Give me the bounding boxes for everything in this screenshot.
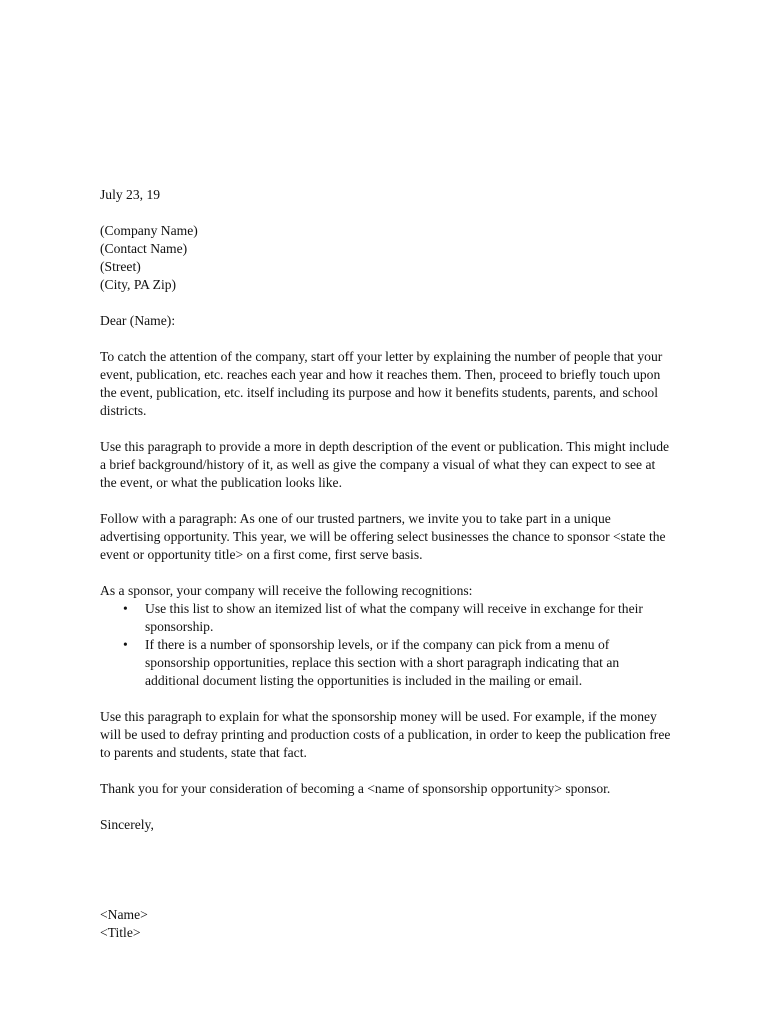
recipient-company: (Company Name) <box>100 223 198 238</box>
sponsorship-letter <box>100 186 672 942</box>
recipient-contact: (Contact Name) <box>100 241 188 256</box>
bullet-icon: • <box>123 637 128 652</box>
money-paragraph: Use this paragraph to explain for what the sponsorship money will be used. For example, if the money will be used to defray printing and production costs of a publication, in order to keep the publication free to parents and students, state that fact. <box>100 709 671 760</box>
description-paragraph: Use this paragraph to provide a more in depth description of the event or publication. This might include a brief background/history of it, as well as give the company a visual of what they can expect to see at the event, or what the publication looks like. <box>100 439 670 490</box>
list-item <box>100 600 672 636</box>
signer-name: <Name> <box>100 907 148 922</box>
bullet-icon: • <box>123 601 128 616</box>
list-item-text: Use this list to show an itemized list of what the company will receive in exchange for their sponsorship. <box>145 601 643 634</box>
list-item <box>100 636 672 690</box>
list-item-text: If there is a number of sponsorship levels, or if the company can pick from a menu of sponsorship opportunities, replace this section with a short paragraph indicating that an additional document listing the opportunities is included in the mailing or email. <box>145 637 620 688</box>
invitation-paragraph: Follow with a paragraph: As one of our trusted partners, we invite you to take part in a unique advertising opportunity. This year, we will be offering select businesses the chance to sponsor <state the event or opportunity title> on a first come, first serve basis. <box>100 511 666 562</box>
letter-date: July 23, 19 <box>100 187 161 202</box>
closing: Sincerely, <box>100 817 154 832</box>
recognitions-intro: As a sponsor, your company will receive the following recognitions: <box>100 583 473 598</box>
thanks-paragraph: Thank you for your consideration of becoming a <name of sponsorship opportunity> sponsor. <box>100 781 611 796</box>
signer-title: <Title> <box>100 925 141 940</box>
recognitions-section <box>100 582 672 690</box>
recipient-street: (Street) <box>100 259 141 274</box>
signature-space <box>100 852 672 906</box>
recognitions-list <box>100 600 672 690</box>
salutation: Dear (Name): <box>100 313 176 328</box>
intro-paragraph: To catch the attention of the company, start off your letter by explaining the number of people that your event, publication, etc. reaches each year and how it reaches them. Then, proceed to briefly touch upon the event, publication, etc. itself including its purpose and how it benefits students, parents, and school districts. <box>100 349 663 418</box>
recipient-address <box>100 222 672 294</box>
signature-block <box>100 906 672 942</box>
recipient-city: (City, PA Zip) <box>100 277 177 292</box>
